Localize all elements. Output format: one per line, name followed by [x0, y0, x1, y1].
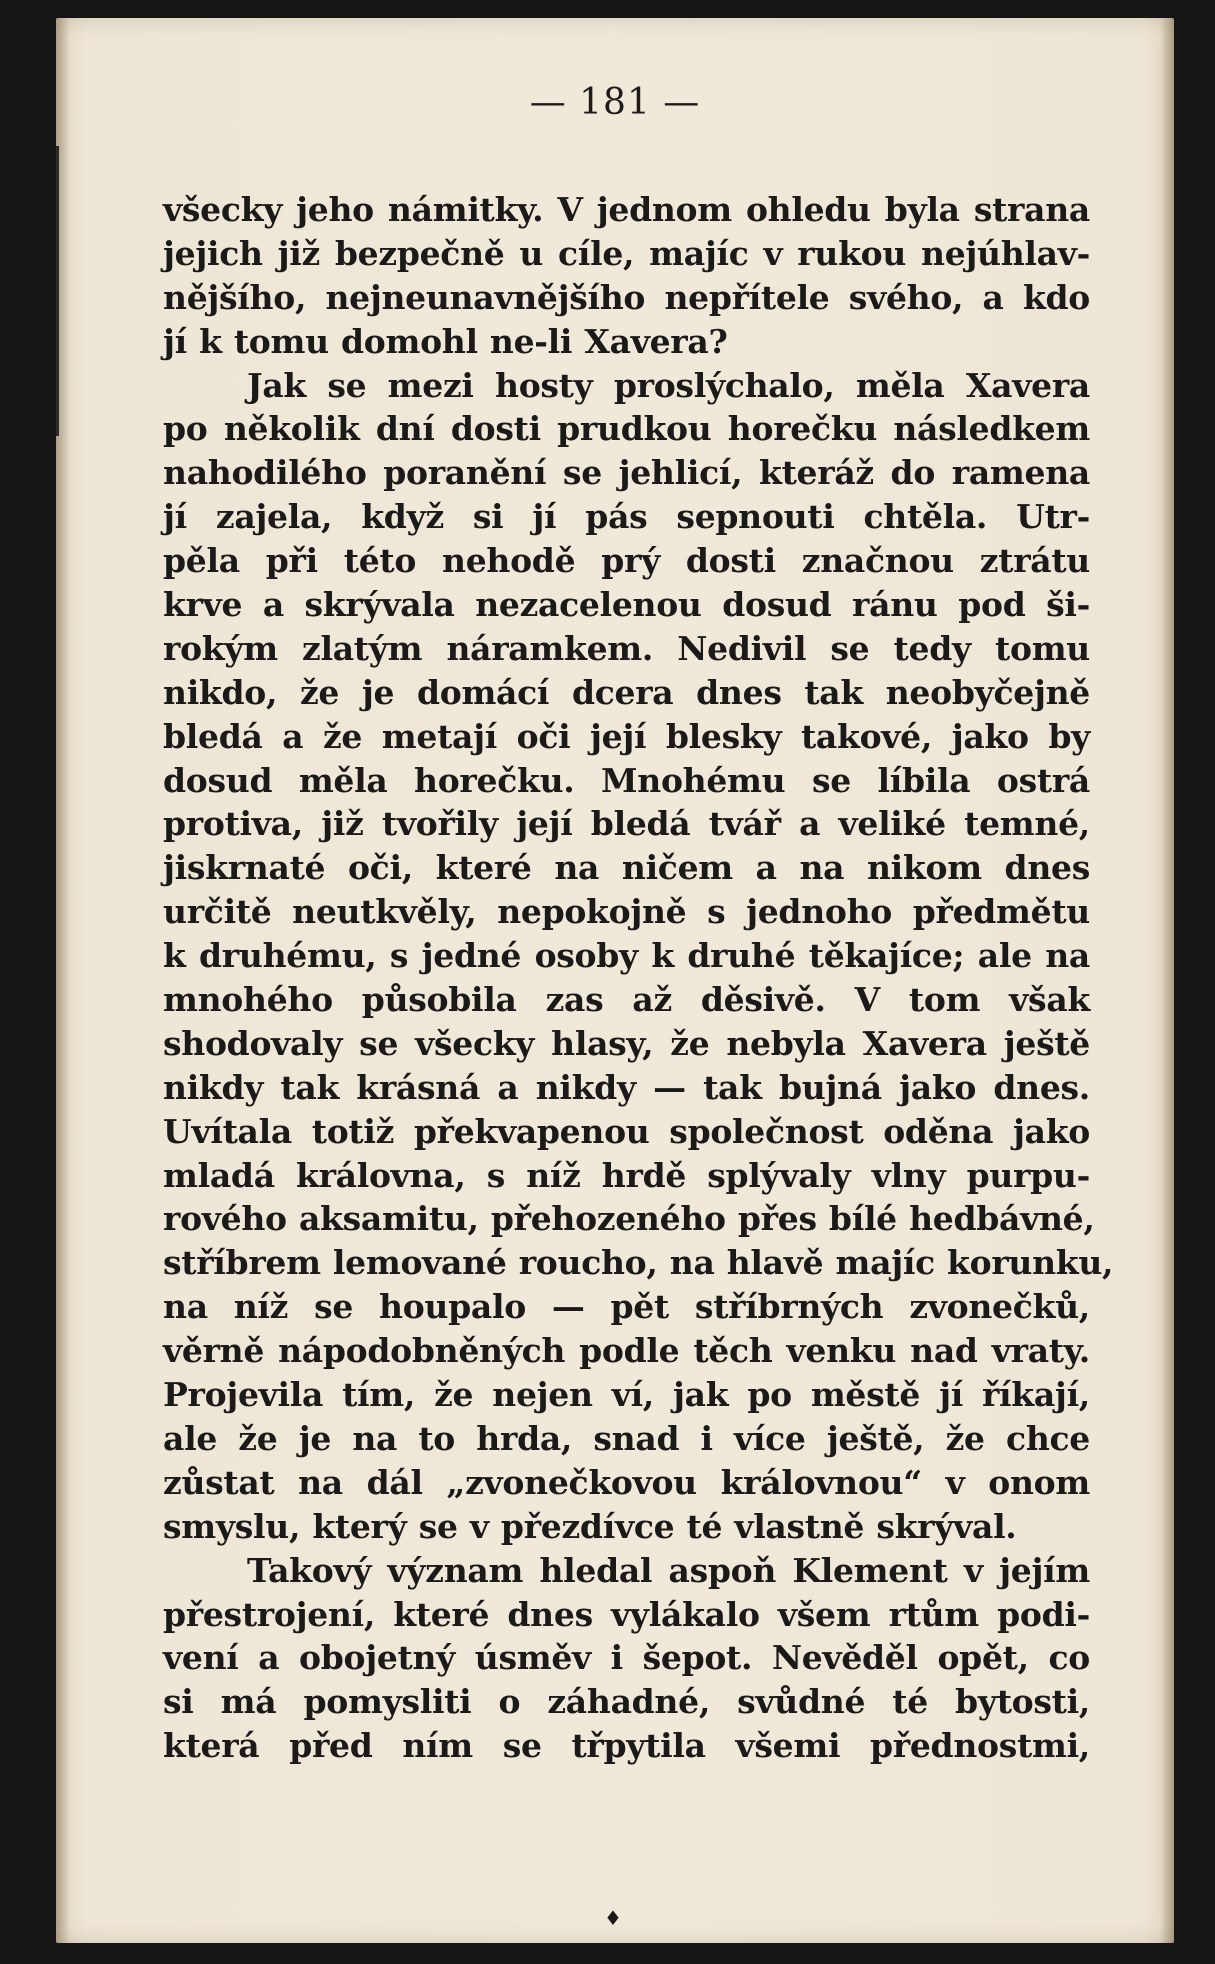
- page-edge-right: [1160, 18, 1174, 1943]
- text-line: nikdy tak krásná a nikdy — tak bujná jako dnes.: [163, 1067, 1090, 1107]
- text-line: dosud měla horečku. Mnohému se líbila ostrá: [163, 760, 1090, 800]
- text-line: jí zajela, když si jí pás sepnouti chtěla. Utr-: [163, 497, 1090, 537]
- footer-mark: ♦: [604, 1906, 622, 1930]
- text-line: krve a skrývala nezacelenou dosud ránu pod ši-: [163, 585, 1090, 625]
- text-line: si má pomysliti o záhadné, svůdné té bytosti,: [163, 1682, 1090, 1722]
- text-line: bledá a že metají oči její blesky takové, jako by: [163, 716, 1090, 756]
- text-line: smyslu, který se v přezdívce té vlastně skrýval.: [163, 1506, 1017, 1546]
- text-line: nikdo, že je domácí dcera dnes tak neobyčejně: [163, 672, 1090, 712]
- text-line: na níž se houpalo — pět stříbrných zvonečků,: [163, 1287, 1090, 1327]
- text-line: přestrojení, které dnes vylákalo všem rtům podi-: [163, 1594, 1090, 1634]
- text-line: která před ním se třpytila všemi přednostmi,: [163, 1726, 1090, 1766]
- text-line: k druhému, s jedné osoby k druhé těkajíce; ale na: [163, 936, 1090, 976]
- text-line: Jak se mezi hosty proslýchalo, měla Xavera: [247, 365, 1090, 405]
- text-line: jiskrnaté oči, které na ničem a na nikom dnes: [163, 848, 1090, 888]
- text-line: shodovaly se všecky hlasy, že nebyla Xavera ještě: [163, 1023, 1090, 1063]
- text-line: ale že je na to hrda, snad i více ještě, že chce: [163, 1418, 1090, 1458]
- text-line: Projevila tím, že nejen ví, jak po městě jí říkají,: [163, 1375, 1090, 1415]
- text-line: po několik dní dosti prudkou horečku následkem: [163, 409, 1090, 449]
- text-line: pěla při této nehodě prý dosti značnou ztrátu: [163, 541, 1090, 581]
- text-line: všecky jeho námitky. V jednom ohledu byla strana: [163, 190, 1090, 229]
- margin-line: [56, 146, 59, 436]
- text-line: zůstat na dál „zvonečkovou královnou“ v onom: [163, 1462, 1090, 1502]
- text-line: věrně nápodobněných podle těch venku nad vraty.: [163, 1331, 1090, 1371]
- text-line: vení a obojetný úsměv i šepot. Nevěděl opět, co: [163, 1638, 1090, 1678]
- text-line: jí k tomu domohl ne-li Xavera?: [163, 321, 728, 361]
- page-number: — 181 —: [529, 82, 701, 123]
- body-text: [163, 188, 1114, 1768]
- text-line: určitě neutkvěly, nepokojně s jednoho předmětu: [163, 892, 1090, 932]
- text-line: Uvítala totiž překvapenou společnost oděna jako: [163, 1111, 1090, 1151]
- text-line: nějšího, nejneunavnějšího nepřítele svého, a kdo: [163, 277, 1090, 317]
- text-line: mladá královna, s níž hrdě splývaly vlny purpu-: [163, 1155, 1090, 1195]
- book-page: [56, 18, 1174, 1943]
- text-line: protiva, již tvořily její bledá tvář a veliké temné,: [163, 804, 1090, 844]
- text-line: stříbrem lemované roucho, na hlavě majíc korunku,: [163, 1243, 1114, 1283]
- text-line: jejich již bezpečně u cíle, majíc v rukou nejúhlav-: [163, 233, 1090, 273]
- text-line: Takový význam hledal aspoň Klement v jejím: [247, 1550, 1090, 1590]
- text-line: mnohého působila zas až děsivě. V tom však: [163, 980, 1090, 1020]
- text-line: rového aksamitu, přehozeného přes bílé hedbávné,: [163, 1199, 1095, 1239]
- text-line: nahodilého poranění se jehlicí, kteráž do ramena: [163, 453, 1090, 493]
- text-line: rokým zlatým náramkem. Nedivil se tedy tomu: [163, 628, 1090, 668]
